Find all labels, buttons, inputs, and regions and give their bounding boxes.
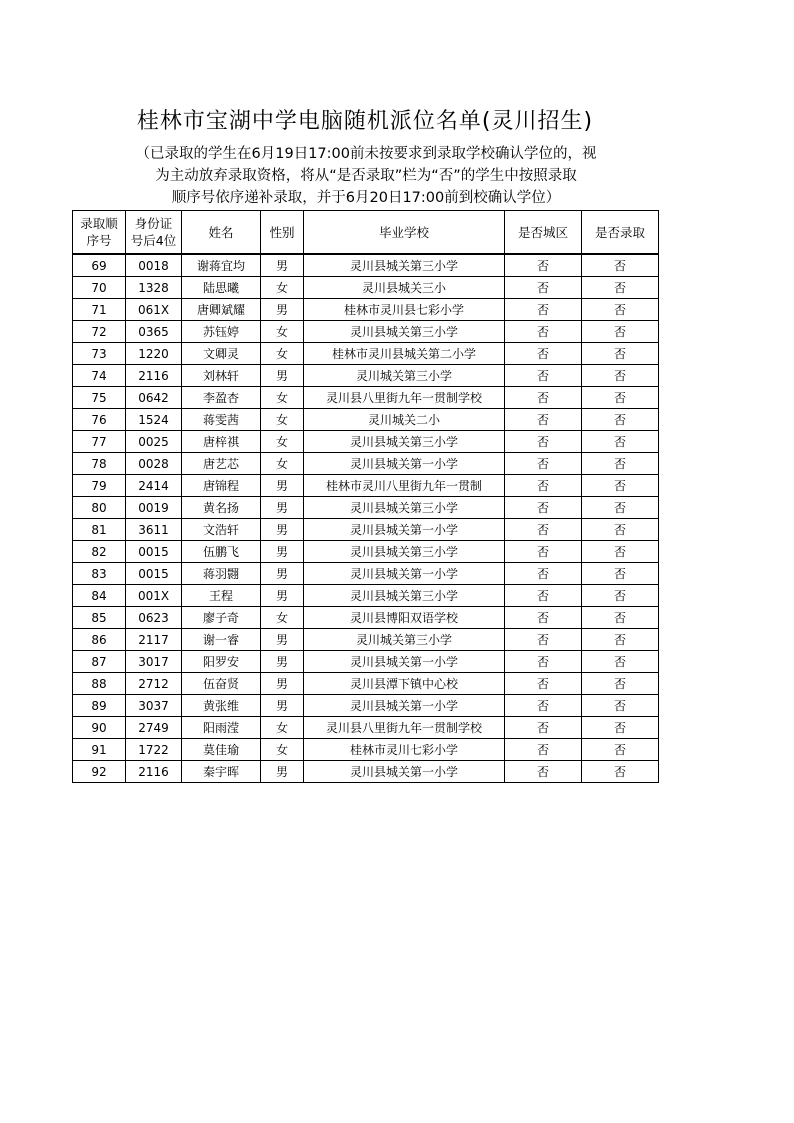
cell-in-district: 否 (505, 761, 582, 783)
header-in-district: 是否城区 (505, 211, 582, 255)
cell-name: 谢一睿 (182, 629, 261, 651)
cell-in-district: 否 (505, 739, 582, 761)
cell-gender: 男 (261, 673, 304, 695)
cell-name: 唐卿斌耀 (182, 299, 261, 321)
cell-in-district: 否 (505, 695, 582, 717)
cell-seq: 88 (73, 673, 126, 695)
cell-id4: 0025 (126, 431, 182, 453)
cell-admitted: 否 (582, 673, 659, 695)
cell-id4: 061X (126, 299, 182, 321)
cell-id4: 0623 (126, 607, 182, 629)
cell-school: 灵川县城关第三小学 (304, 431, 505, 453)
cell-admitted: 否 (582, 651, 659, 673)
cell-name: 黄名扬 (182, 497, 261, 519)
cell-gender: 女 (261, 409, 304, 431)
cell-id4: 2414 (126, 475, 182, 497)
notice-line: （已录取的学生在6月19日17:00前未按要求到录取学校确认学位的，视 (135, 146, 597, 162)
cell-school: 灵川城关第三小学 (304, 629, 505, 651)
cell-admitted: 否 (582, 497, 659, 519)
cell-name: 刘林轩 (182, 365, 261, 387)
cell-seq: 70 (73, 277, 126, 299)
cell-school: 灵川县八里街九年一贯制学校 (304, 387, 505, 409)
cell-seq: 92 (73, 761, 126, 783)
cell-gender: 女 (261, 277, 304, 299)
cell-id4: 3611 (126, 519, 182, 541)
cell-in-district: 否 (505, 497, 582, 519)
table-row (73, 299, 659, 321)
cell-school: 灵川县城关第一小学 (304, 519, 505, 541)
cell-name: 唐锦程 (182, 475, 261, 497)
table-row (73, 695, 659, 717)
cell-seq: 83 (73, 563, 126, 585)
cell-id4: 0018 (126, 254, 182, 277)
cell-id4: 0028 (126, 453, 182, 475)
cell-seq: 72 (73, 321, 126, 343)
cell-in-district: 否 (505, 563, 582, 585)
cell-admitted: 否 (582, 453, 659, 475)
cell-admitted: 否 (582, 607, 659, 629)
cell-gender: 男 (261, 629, 304, 651)
cell-in-district: 否 (505, 519, 582, 541)
cell-seq: 91 (73, 739, 126, 761)
cell-name: 文浩轩 (182, 519, 261, 541)
cell-in-district: 否 (505, 607, 582, 629)
admission-table (72, 210, 659, 783)
cell-id4: 2116 (126, 365, 182, 387)
cell-admitted: 否 (582, 761, 659, 783)
table-row (73, 519, 659, 541)
cell-name: 陆思曦 (182, 277, 261, 299)
cell-admitted: 否 (582, 299, 659, 321)
cell-in-district: 否 (505, 365, 582, 387)
cell-admitted: 否 (582, 519, 659, 541)
cell-admitted: 否 (582, 717, 659, 739)
cell-seq: 85 (73, 607, 126, 629)
cell-seq: 75 (73, 387, 126, 409)
notice-line: 为主动放弃录取资格，将从“是否录取”栏为“否”的学生中按照录取 (155, 168, 577, 184)
cell-seq: 82 (73, 541, 126, 563)
cell-admitted: 否 (582, 365, 659, 387)
notice-text (74, 143, 658, 209)
cell-gender: 女 (261, 717, 304, 739)
cell-id4: 2712 (126, 673, 182, 695)
cell-id4: 1524 (126, 409, 182, 431)
cell-id4: 0015 (126, 563, 182, 585)
cell-admitted: 否 (582, 585, 659, 607)
header-id4: 身份证 号后4位 (126, 211, 182, 255)
table-row (73, 409, 659, 431)
table-row (73, 497, 659, 519)
cell-in-district: 否 (505, 475, 582, 497)
cell-name: 谢蒋宜均 (182, 254, 261, 277)
cell-admitted: 否 (582, 409, 659, 431)
cell-gender: 男 (261, 254, 304, 277)
cell-id4: 3037 (126, 695, 182, 717)
table-row (73, 321, 659, 343)
cell-gender: 女 (261, 453, 304, 475)
cell-name: 秦宇晖 (182, 761, 261, 783)
cell-admitted: 否 (582, 563, 659, 585)
table-header-row (73, 211, 659, 255)
cell-school: 桂林市灵川县城关第二小学 (304, 343, 505, 365)
cell-gender: 女 (261, 739, 304, 761)
cell-id4: 3017 (126, 651, 182, 673)
cell-in-district: 否 (505, 343, 582, 365)
cell-name: 唐艺芯 (182, 453, 261, 475)
cell-in-district: 否 (505, 431, 582, 453)
cell-id4: 0015 (126, 541, 182, 563)
table-row (73, 453, 659, 475)
cell-school: 灵川县城关第一小学 (304, 761, 505, 783)
cell-seq: 69 (73, 254, 126, 277)
table-row (73, 563, 659, 585)
table-row (73, 343, 659, 365)
cell-school: 灵川县城关第一小学 (304, 695, 505, 717)
cell-seq: 73 (73, 343, 126, 365)
cell-admitted: 否 (582, 277, 659, 299)
notice-line: 顺序号依序递补录取，并于6月20日17:00前到校确认学位） (171, 190, 561, 206)
cell-in-district: 否 (505, 299, 582, 321)
cell-id4: 2749 (126, 717, 182, 739)
cell-school: 灵川县城关第三小学 (304, 254, 505, 277)
cell-name: 伍奋贤 (182, 673, 261, 695)
cell-gender: 女 (261, 431, 304, 453)
cell-name: 蒋雯茜 (182, 409, 261, 431)
cell-gender: 男 (261, 299, 304, 321)
table-row (73, 541, 659, 563)
cell-name: 伍鹏飞 (182, 541, 261, 563)
cell-school: 灵川县博阳双语学校 (304, 607, 505, 629)
table-row (73, 387, 659, 409)
cell-school: 灵川县城关第三小学 (304, 321, 505, 343)
cell-seq: 80 (73, 497, 126, 519)
cell-school: 灵川县城关第一小学 (304, 453, 505, 475)
cell-id4: 2116 (126, 761, 182, 783)
cell-seq: 90 (73, 717, 126, 739)
cell-name: 廖子奇 (182, 607, 261, 629)
table-row (73, 365, 659, 387)
table-row (73, 475, 659, 497)
cell-gender: 女 (261, 387, 304, 409)
cell-gender: 女 (261, 321, 304, 343)
cell-admitted: 否 (582, 629, 659, 651)
table-row (73, 277, 659, 299)
table-row (73, 607, 659, 629)
page-title: 桂林市宝湖中学电脑随机派位名单(灵川招生) (136, 109, 594, 134)
cell-gender: 女 (261, 607, 304, 629)
cell-in-district: 否 (505, 387, 582, 409)
cell-name: 阳雨滢 (182, 717, 261, 739)
cell-id4: 1722 (126, 739, 182, 761)
cell-school: 灵川县城关第三小学 (304, 497, 505, 519)
cell-id4: 0642 (126, 387, 182, 409)
cell-name: 王程 (182, 585, 261, 607)
cell-gender: 男 (261, 651, 304, 673)
cell-gender: 男 (261, 497, 304, 519)
cell-admitted: 否 (582, 321, 659, 343)
cell-id4: 1220 (126, 343, 182, 365)
cell-name: 唐梓祺 (182, 431, 261, 453)
cell-seq: 84 (73, 585, 126, 607)
cell-school: 灵川县潭下镇中心校 (304, 673, 505, 695)
table-row (73, 739, 659, 761)
cell-name: 莫佳瑜 (182, 739, 261, 761)
cell-admitted: 否 (582, 387, 659, 409)
table-row (73, 717, 659, 739)
cell-gender: 男 (261, 541, 304, 563)
cell-id4: 1328 (126, 277, 182, 299)
cell-school: 桂林市灵川七彩小学 (304, 739, 505, 761)
cell-in-district: 否 (505, 321, 582, 343)
cell-name: 黄张维 (182, 695, 261, 717)
cell-admitted: 否 (582, 343, 659, 365)
header-admitted: 是否录取 (582, 211, 659, 255)
table-row (73, 761, 659, 783)
cell-name: 文卿灵 (182, 343, 261, 365)
header-seq: 录取顺 序号 (73, 211, 126, 255)
cell-seq: 77 (73, 431, 126, 453)
cell-id4: 0019 (126, 497, 182, 519)
cell-gender: 男 (261, 365, 304, 387)
cell-gender: 男 (261, 585, 304, 607)
cell-admitted: 否 (582, 475, 659, 497)
cell-gender: 男 (261, 695, 304, 717)
cell-in-district: 否 (505, 453, 582, 475)
cell-name: 阳罗安 (182, 651, 261, 673)
cell-school: 灵川县城关三小 (304, 277, 505, 299)
cell-id4: 0365 (126, 321, 182, 343)
cell-in-district: 否 (505, 277, 582, 299)
cell-school: 灵川县八里街九年一贯制学校 (304, 717, 505, 739)
table-row (73, 651, 659, 673)
cell-school: 桂林市灵川县七彩小学 (304, 299, 505, 321)
cell-admitted: 否 (582, 254, 659, 277)
cell-seq: 76 (73, 409, 126, 431)
table-row (73, 673, 659, 695)
cell-id4: 001X (126, 585, 182, 607)
header-gender: 性别 (261, 211, 304, 255)
cell-seq: 74 (73, 365, 126, 387)
cell-seq: 81 (73, 519, 126, 541)
cell-gender: 男 (261, 563, 304, 585)
table-row (73, 585, 659, 607)
cell-school: 桂林市灵川八里街九年一贯制 (304, 475, 505, 497)
cell-school: 灵川县城关第一小学 (304, 651, 505, 673)
cell-in-district: 否 (505, 541, 582, 563)
cell-in-district: 否 (505, 409, 582, 431)
cell-admitted: 否 (582, 541, 659, 563)
table-row (73, 629, 659, 651)
cell-school: 灵川城关第三小学 (304, 365, 505, 387)
table-row (73, 254, 659, 277)
cell-in-district: 否 (505, 254, 582, 277)
cell-id4: 2117 (126, 629, 182, 651)
cell-name: 李盈杏 (182, 387, 261, 409)
cell-gender: 男 (261, 761, 304, 783)
cell-school: 灵川县城关第一小学 (304, 563, 505, 585)
cell-seq: 71 (73, 299, 126, 321)
cell-school: 灵川城关二小 (304, 409, 505, 431)
cell-admitted: 否 (582, 695, 659, 717)
cell-in-district: 否 (505, 717, 582, 739)
cell-gender: 男 (261, 519, 304, 541)
cell-admitted: 否 (582, 431, 659, 453)
cell-gender: 男 (261, 475, 304, 497)
cell-admitted: 否 (582, 739, 659, 761)
cell-seq: 86 (73, 629, 126, 651)
cell-in-district: 否 (505, 673, 582, 695)
cell-in-district: 否 (505, 629, 582, 651)
cell-seq: 87 (73, 651, 126, 673)
cell-seq: 78 (73, 453, 126, 475)
cell-name: 苏钰婷 (182, 321, 261, 343)
cell-school: 灵川县城关第三小学 (304, 541, 505, 563)
cell-in-district: 否 (505, 585, 582, 607)
cell-in-district: 否 (505, 651, 582, 673)
header-name: 姓名 (182, 211, 261, 255)
cell-name: 蒋羽翾 (182, 563, 261, 585)
cell-gender: 女 (261, 343, 304, 365)
table-row (73, 431, 659, 453)
cell-seq: 89 (73, 695, 126, 717)
header-school: 毕业学校 (304, 211, 505, 255)
cell-seq: 79 (73, 475, 126, 497)
cell-school: 灵川县城关第三小学 (304, 585, 505, 607)
